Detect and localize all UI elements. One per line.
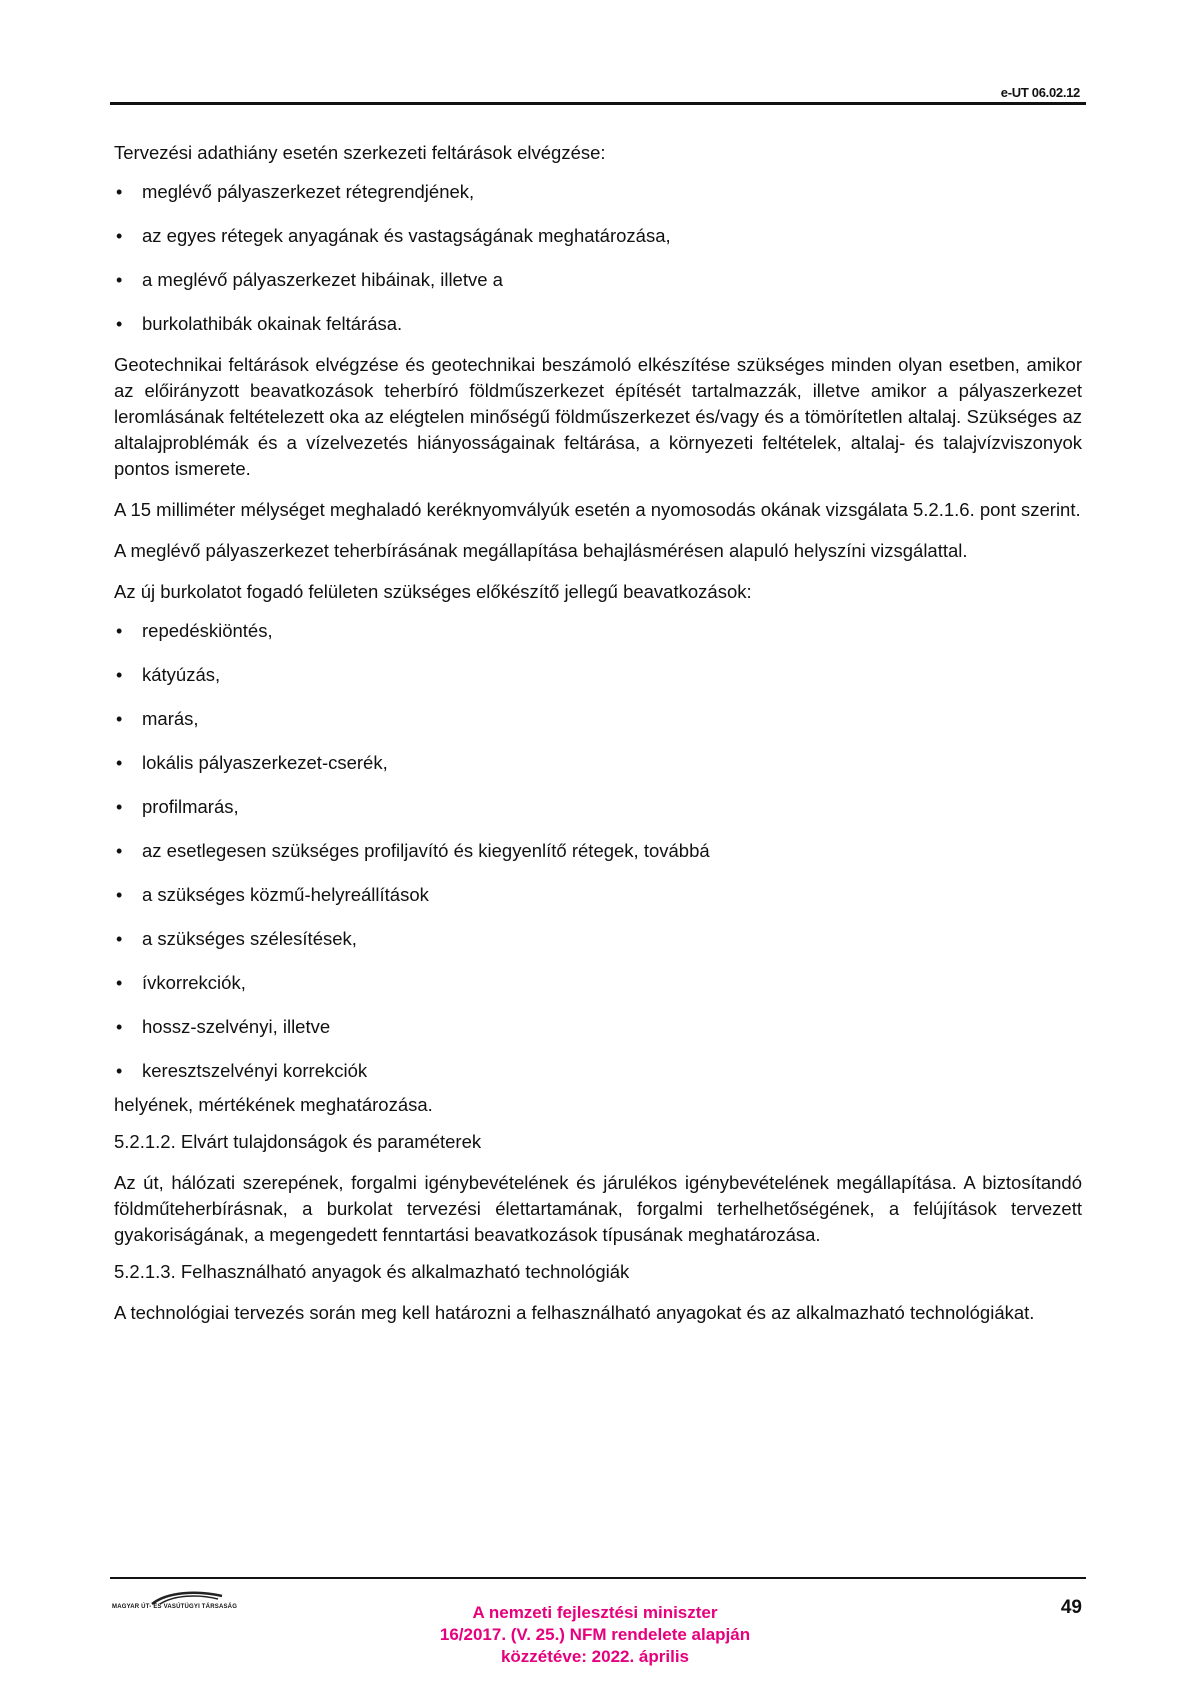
list-item: • hossz-szelvényi, illetve	[114, 1014, 1082, 1040]
section-heading-5-2-1-2: 5.2.1.2. Elvárt tulajdonságok és paraméterek	[114, 1131, 482, 1152]
preparation-list	[114, 618, 1082, 1084]
logo-text: MAGYAR ÚT- ÉS VASÚTÜGYI TÁRSASÁG	[112, 1604, 238, 1610]
after-list-paragraph: helyének, mértékének meghatározása.	[114, 1094, 433, 1115]
intro-paragraph: Tervezési adathiány esetén szerkezeti feltárások elvégzése:	[114, 142, 606, 163]
document-code: e-UT 06.02.12	[1000, 85, 1080, 100]
list-item: • a meglévő pályaszerkezet hibáinak, illetve a	[114, 267, 1082, 293]
list-item: • ívkorrekciók,	[114, 970, 1082, 996]
list-item: • profilmarás,	[114, 794, 1082, 820]
rut-paragraph: A 15 milliméter mélységet meghaladó keréknyomvályúk esetén a nyomosodás okának vizsgálata 5.2.1.6. pont szerint.	[114, 499, 1081, 520]
list-item: • meglévő pályaszerkezet rétegrendjének,	[114, 179, 1082, 205]
stamp-line: A nemzeti fejlesztési miniszter	[472, 1603, 718, 1622]
list-item: • a szükséges közmű-helyreállítások	[114, 882, 1082, 908]
bearing-capacity-paragraph: A meglévő pályaszerkezet teherbírásának megállapítása behajlásmérésen alapuló helyszíni vizsgálattal.	[114, 540, 968, 561]
list-item: • kátyúzás,	[114, 662, 1082, 688]
list-item: • burkolathibák okainak feltárása.	[114, 311, 1082, 337]
expected-properties-paragraph: Az út, hálózati szerepének, forgalmi igénybevételének és járulékos igénybevételének megállapítása. A biztosítandó földműteherbírásnak, a burkolat tervezési élettartamának, forgalmi terhelhetőségének, a felújítások tervezett gyakoriságának, a megengedett fenntartási beavatkozások típusának meghatározása.	[114, 1172, 1082, 1245]
list-item: • repedéskiöntés,	[114, 618, 1082, 644]
geotechnical-paragraph: Geotechnikai feltárások elvégzése és geotechnikai beszámoló elkészítése szükséges minden olyan esetben, amikor az előirányzott beavatkozások teherbíró földműszerkezet építését tartalmazzák, illetve amikor a pályaszerkezet leromlásának feltételezett oka az elégtelen minőségű földműszerkezet és/vagy és a tömörítetlen altalaj. Szükséges az altalajproblémák és a vízelvezetés hiányosságainak feltárása, a környezeti feltételek, altalaj- és talajvízviszonyok pontos ismerete.	[114, 354, 1082, 479]
list-item: • az egyes rétegek anyagának és vastagságának meghatározása,	[114, 223, 1082, 249]
footer-rule	[110, 1577, 1086, 1579]
section-heading-5-2-1-3: 5.2.1.3. Felhasználható anyagok és alkalmazható technológiák	[114, 1261, 630, 1282]
stamp-line: közzétéve: 2022. április	[500, 1647, 690, 1666]
list-item: • marás,	[114, 706, 1082, 732]
list-item: • lokális pályaszerkezet-cserék,	[114, 750, 1082, 776]
page-number: 49	[1060, 1597, 1082, 1618]
stamp-line: 16/2017. (V. 25.) NFM rendelete alapján	[439, 1625, 751, 1644]
preparation-paragraph: Az új burkolatot fogadó felületen szükséges előkészítő jellegű beavatkozások:	[114, 581, 752, 602]
list-item: • az esetlegesen szükséges profiljavító és kiegyenlítő rétegek, továbbá	[114, 838, 1082, 864]
header-rule	[110, 102, 1086, 105]
list-item: • a szükséges szélesítések,	[114, 926, 1082, 952]
page-body	[114, 140, 1082, 1326]
exploration-list	[114, 179, 1082, 337]
technology-paragraph: A technológiai tervezés során meg kell határozni a felhasználható anyagokat és az alkalmazható technológiákat.	[114, 1302, 1035, 1323]
publication-stamp	[0, 1602, 1190, 1668]
list-item: • keresztszelvényi korrekciók	[114, 1058, 1082, 1084]
